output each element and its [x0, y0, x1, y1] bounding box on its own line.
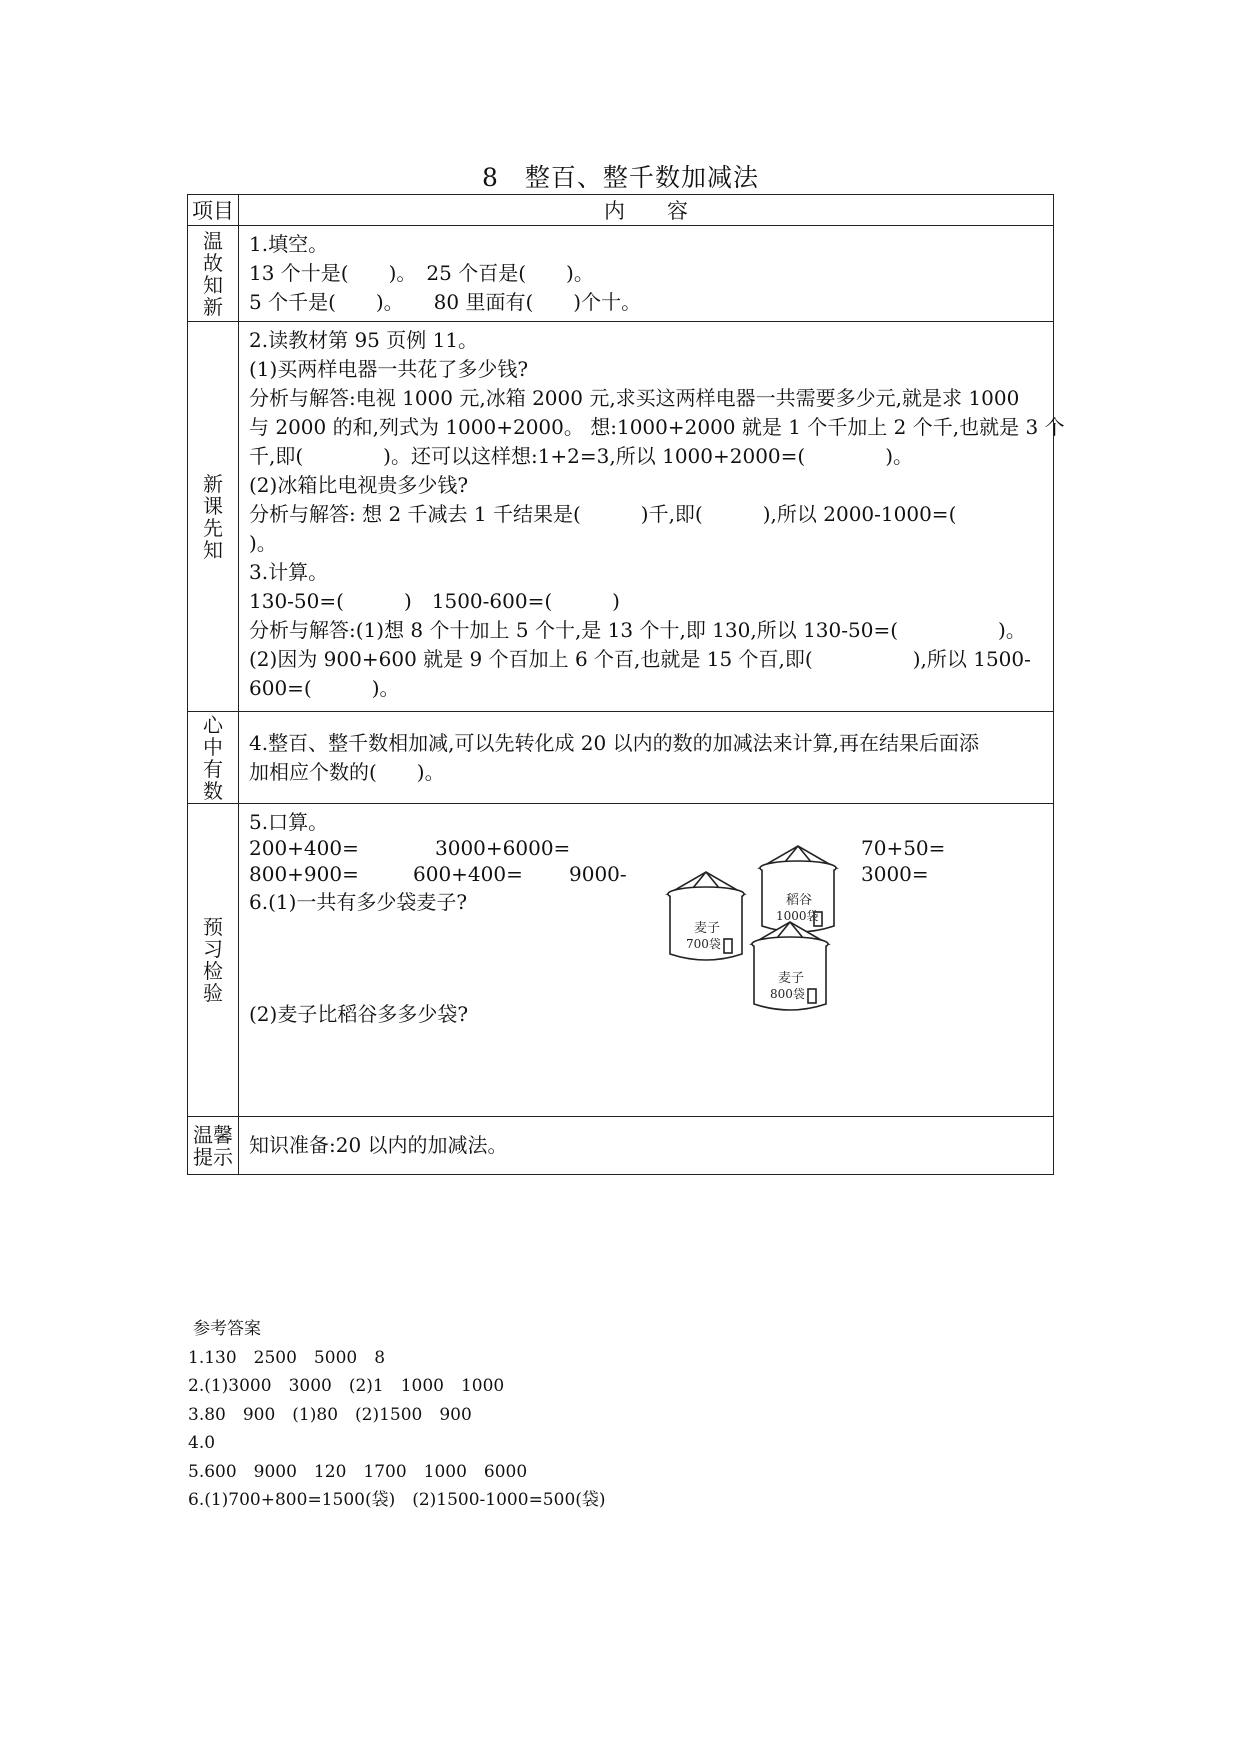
expression: 3000+6000=: [435, 836, 571, 860]
granary-illustration: [664, 844, 864, 1034]
text-line: 4.整百、整千数相加减,可以先转化成 20 以内的数的加减法来计算,再在结果后面添: [249, 730, 979, 755]
answer-line: 4.0: [188, 1433, 216, 1453]
table-row-new-lesson: [188, 322, 1054, 712]
answer-line: 3.80 900 (1)80 (2)1500 900: [188, 1404, 472, 1425]
study-table: [187, 194, 1065, 1175]
expression: 800+900=: [249, 862, 359, 886]
text-line: 加相应个数的( )。: [249, 759, 445, 784]
text-line: 3.计算。: [249, 560, 329, 584]
text-line: 分析与解答: 想 2 千减去 1 千结果是( )千,即( ),所以 2000-1000=(: [249, 502, 957, 526]
row-content: [239, 804, 1054, 1117]
text-line: 130-50=( ) 1500-600=( ): [249, 589, 620, 613]
page-title: 8 整百、整千数加减法: [482, 163, 759, 192]
row-label: 预习检验: [188, 804, 239, 1117]
row-label: 温馨提示: [188, 1117, 239, 1175]
table-row-summary: [188, 712, 1054, 804]
text-line: 5 个千是( )。 80 里面有( )个十。: [249, 290, 642, 314]
answer-line: 2.(1)3000 3000 (2)1 1000 1000: [188, 1376, 505, 1396]
text-line: (2)冰箱比电视贵多少钱?: [249, 473, 469, 497]
table-header: [188, 195, 1054, 226]
question-2: (2)麦子比稻谷多多少袋?: [249, 1002, 469, 1026]
text-line: 千,即( )。还可以这样想:1+2=3,所以 1000+2000=( )。: [249, 444, 914, 468]
expression: 200+400=: [249, 836, 359, 860]
row-content: [239, 322, 1065, 712]
question-1: 6.(1)一共有多少袋麦子?: [249, 890, 468, 914]
granary-bin-icon: [668, 872, 744, 960]
expression: 600+400=: [413, 862, 523, 886]
svg-text:麦子: 麦子: [778, 971, 805, 986]
answer-title: 参考答案: [193, 1319, 261, 1339]
granary-bin-icon: [752, 922, 828, 1010]
row-content: [239, 226, 1054, 322]
text-line: (2)因为 900+600 就是 9 个百加上 6 个百,也就是 15 个百,即( ),所以 1500-: [249, 647, 1031, 671]
svg-text:700袋: 700袋: [686, 937, 721, 951]
text-line: 600=( )。: [249, 676, 400, 700]
svg-text:1000袋: 1000袋: [776, 909, 819, 923]
expression: 3000=: [861, 862, 929, 886]
table-row-review: [188, 226, 1054, 322]
text-line: 与 2000 的和,列式为 1000+2000。 想:1000+2000 就是 1 个千加上 2 个千,也就是 3 个: [249, 415, 1065, 439]
text-line: 2.读教材第 95 页例 11。: [249, 328, 479, 352]
svg-text:稻谷: 稻谷: [786, 893, 813, 908]
svg-text:800袋: 800袋: [770, 987, 805, 1001]
table-row-tip: [188, 1117, 1054, 1175]
expression: 9000-: [569, 862, 627, 886]
svg-text:麦子: 麦子: [694, 921, 721, 936]
row-label: 温故知新: [188, 226, 239, 322]
row-content: [239, 712, 1054, 804]
answer-line: 6.(1)700+800=1500(袋) (2)1500-1000=500(袋): [188, 1490, 606, 1510]
text-line: 分析与解答:(1)想 8 个十加上 5 个十,是 13 个十,即 130,所以 130-50=( )。: [249, 618, 1026, 642]
row-label: 心中有数: [188, 712, 239, 804]
expression: 70+50=: [861, 836, 946, 860]
answer-line: 1.130 2500 5000 8: [188, 1347, 386, 1368]
text-line: 13 个十是( )。 25 个百是( )。: [249, 261, 594, 285]
text-line: 1.填空。: [249, 232, 329, 256]
answer-key: [188, 1315, 606, 1515]
row-label: 新课先知: [188, 322, 239, 712]
answer-line: 5.600 9000 120 1700 1000 6000: [188, 1461, 528, 1482]
text-line: )。: [249, 531, 277, 555]
oral-practice: [249, 808, 1045, 1108]
text-line: 分析与解答:电视 1000 元,冰箱 2000 元,求买这两样电器一共需要多少元,就是求 1000: [249, 386, 1020, 410]
oral-heading: 5.口算。: [249, 810, 329, 834]
row-content: [239, 1117, 1054, 1175]
text-line: (1)买两样电器一共花了多少钱?: [249, 357, 529, 381]
table-row-preview-check: [188, 804, 1054, 1117]
header-item: 项目: [188, 195, 239, 226]
text-line: 知识准备:20 以内的加减法。: [249, 1133, 508, 1157]
granary-bin-icon: [760, 846, 836, 932]
header-content: 内 容: [239, 195, 1054, 226]
